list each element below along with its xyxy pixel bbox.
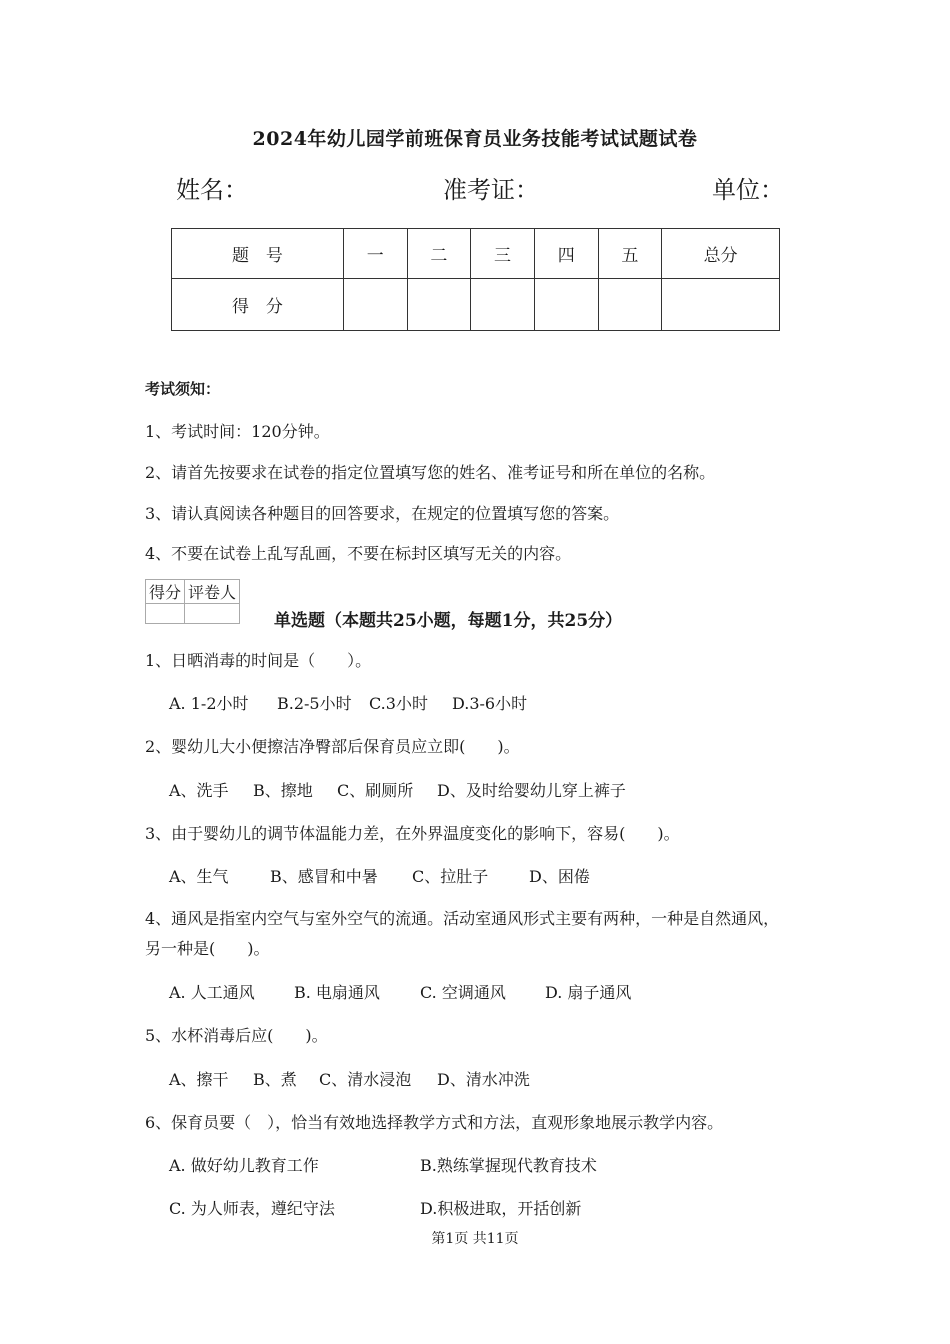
question-text: 1、日晒消毒的时间是（ ）。 bbox=[145, 651, 372, 670]
grader-box-grader-cell[interactable] bbox=[185, 604, 240, 624]
question-option: A、生气 bbox=[169, 867, 229, 886]
question-option: C、刷厕所 bbox=[337, 781, 414, 800]
score-cell[interactable] bbox=[534, 279, 598, 331]
question-option: D.积极进取，开括创新 bbox=[420, 1199, 582, 1218]
score-table-header-row bbox=[172, 229, 780, 279]
question-text: 2、婴幼儿大小便擦洁净臀部后保育员应立即( )。 bbox=[145, 737, 520, 756]
question-option: C、拉肚子 bbox=[412, 867, 489, 886]
question-option: A、洗手 bbox=[169, 781, 229, 800]
question-option: D、清水冲洗 bbox=[437, 1070, 530, 1089]
question-option: B、煮 bbox=[253, 1070, 297, 1089]
question-option: A、擦干 bbox=[169, 1070, 229, 1089]
question-option: A. 1-2小时 bbox=[169, 694, 249, 713]
score-table-header-cell: 三 bbox=[471, 229, 535, 279]
grader-box-score-cell[interactable] bbox=[146, 604, 185, 624]
exam-id-field-label: 准考证： bbox=[443, 176, 539, 204]
question-option: B、感冒和中暑 bbox=[270, 867, 378, 886]
score-table-header-cell: 五 bbox=[598, 229, 662, 279]
question-option: C. 为人师表，遵纪守法 bbox=[169, 1199, 335, 1218]
score-cell[interactable] bbox=[407, 279, 471, 331]
question-text: 3、由于婴幼儿的调节体温能力差，在外界温度变化的影响下，容易( )。 bbox=[145, 824, 680, 843]
score-table bbox=[171, 228, 780, 331]
question-option: C. 空调通风 bbox=[420, 983, 506, 1002]
notice-item: 4、不要在试卷上乱写乱画，不要在标封区填写无关的内容。 bbox=[145, 544, 572, 563]
question-option: A. 做好幼儿教育工作 bbox=[169, 1156, 319, 1175]
document-title: 2024年幼儿园学前班保育员业务技能考试试题试卷 bbox=[252, 128, 698, 150]
score-cell[interactable] bbox=[343, 279, 407, 331]
score-table-header-cell: 题 号 bbox=[172, 229, 344, 279]
question-option: D、及时给婴幼儿穿上裤子 bbox=[437, 781, 626, 800]
name-field-label: 姓名： bbox=[176, 176, 248, 204]
notice-heading: 考试须知： bbox=[145, 380, 221, 398]
unit-field-label: 单位： bbox=[712, 176, 784, 204]
notice-item: 1、考试时间：120分钟。 bbox=[145, 422, 330, 441]
question-text: 4、通风是指室内空气与室外空气的流通。活动室通风形式主要有两种，一种是自然通风， bbox=[145, 909, 780, 928]
score-table-header-cell: 总分 bbox=[662, 229, 780, 279]
score-table-score-row bbox=[172, 279, 780, 331]
grader-box-grader-label: 评卷人 bbox=[185, 580, 240, 604]
question-option: A. 人工通风 bbox=[169, 983, 255, 1002]
question-option: D、困倦 bbox=[529, 867, 590, 886]
notice-item: 2、请首先按要求在试卷的指定位置填写您的姓名、准考证号和所在单位的名称。 bbox=[145, 463, 716, 482]
question-text: 6、保育员要（ ），恰当有效地选择教学方式和方法，直观形象地展示教学内容。 bbox=[145, 1113, 724, 1132]
score-table-header-cell: 二 bbox=[407, 229, 471, 279]
question-text: 5、水杯消毒后应( )。 bbox=[145, 1026, 328, 1045]
page-footer: 第1页 共11页 bbox=[431, 1231, 519, 1247]
question-option: B.熟练掌握现代教育技术 bbox=[420, 1156, 597, 1175]
score-table-header-cell: 一 bbox=[343, 229, 407, 279]
question-option: B. 电扇通风 bbox=[294, 983, 380, 1002]
question-option: C.3小时 bbox=[369, 694, 428, 713]
score-cell[interactable] bbox=[598, 279, 662, 331]
question-text-continued: 另一种是( )。 bbox=[145, 939, 270, 958]
question-option: C、清水浸泡 bbox=[319, 1070, 412, 1089]
score-cell[interactable] bbox=[471, 279, 535, 331]
question-option: D.3-6小时 bbox=[452, 694, 528, 713]
question-option: D. 扇子通风 bbox=[545, 983, 632, 1002]
grader-box-score-label: 得分 bbox=[146, 580, 185, 604]
question-option: B.2-5小时 bbox=[277, 694, 352, 713]
score-cell[interactable] bbox=[662, 279, 780, 331]
grader-box bbox=[145, 579, 240, 624]
notice-item: 3、请认真阅读各种题目的回答要求，在规定的位置填写您的答案。 bbox=[145, 504, 620, 523]
section-title: 单选题（本题共25小题，每题1分，共25分） bbox=[274, 611, 623, 631]
question-option: B、擦地 bbox=[253, 781, 313, 800]
score-row-label: 得 分 bbox=[172, 279, 344, 331]
score-table-header-cell: 四 bbox=[534, 229, 598, 279]
